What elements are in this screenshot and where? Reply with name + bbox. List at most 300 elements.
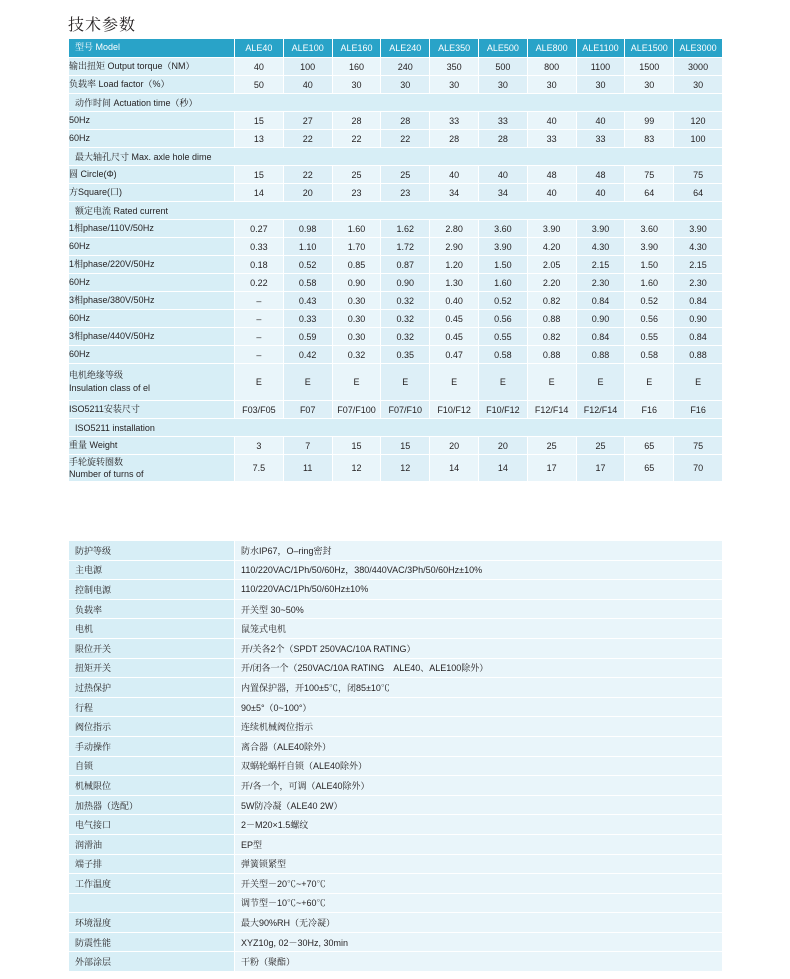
table-cell: 0.33 <box>283 310 332 328</box>
table-cell: 100 <box>283 58 332 76</box>
table-cell: 28 <box>478 130 527 148</box>
table-cell: 0.55 <box>478 328 527 346</box>
list-item <box>69 932 723 952</box>
table-section-row <box>69 94 723 112</box>
list-item-key: 扭矩开关 <box>69 658 235 678</box>
list-item <box>69 638 723 658</box>
table-cell: 0.32 <box>381 292 430 310</box>
table-cell: 0.32 <box>381 310 430 328</box>
table-cell: 0.30 <box>332 292 381 310</box>
table-cell: 0.43 <box>283 292 332 310</box>
table-cell: 3.90 <box>576 220 625 238</box>
table-cell: 3000 <box>674 58 723 76</box>
table-cell: 0.84 <box>674 328 723 346</box>
table-cell: 0.88 <box>674 346 723 364</box>
list-item-value: 防水IP67，O–ring密封 <box>235 541 723 561</box>
table-cell: 2.30 <box>576 274 625 292</box>
table-cell: 500 <box>478 58 527 76</box>
table-cell: 30 <box>674 76 723 94</box>
table-cell: 40 <box>576 112 625 130</box>
list-item-value: XYZ10g, 02－30Hz, 30min <box>235 932 723 952</box>
table-cell: 30 <box>381 76 430 94</box>
table-cell: E <box>283 364 332 401</box>
list-item-value: 连续机械阀位指示 <box>235 717 723 737</box>
table-section-row <box>69 148 723 166</box>
table-cell: 22 <box>283 166 332 184</box>
table-row <box>69 184 723 202</box>
table-cell: 48 <box>527 166 576 184</box>
row-label: 负载率 Load factor（%） <box>69 76 235 94</box>
table-row <box>69 455 723 482</box>
table-cell: 1.70 <box>332 238 381 256</box>
table-cell: 2.80 <box>430 220 479 238</box>
table-cell: 25 <box>576 437 625 455</box>
table-cell: 64 <box>625 184 674 202</box>
list-item <box>69 658 723 678</box>
table-cell: 25 <box>527 437 576 455</box>
table-cell: 0.58 <box>478 346 527 364</box>
column-header-model: ALE40 <box>235 39 284 58</box>
table-cell: 3.90 <box>527 220 576 238</box>
table-cell: 0.88 <box>527 346 576 364</box>
table-cell: 0.30 <box>332 328 381 346</box>
column-header-model: ALE1500 <box>625 39 674 58</box>
table-cell: 0.82 <box>527 328 576 346</box>
column-header-model: ALE3000 <box>674 39 723 58</box>
table-cell: 65 <box>625 455 674 482</box>
list-item <box>69 874 723 894</box>
table-cell: – <box>235 346 284 364</box>
list-item-value: 开/关各2个（SPDT 250VAC/10A RATING） <box>235 638 723 658</box>
table-row <box>69 256 723 274</box>
table-cell: 34 <box>478 184 527 202</box>
table-cell: 1100 <box>576 58 625 76</box>
list-item-key: 手动操作 <box>69 736 235 756</box>
list-item-key: 电机 <box>69 619 235 639</box>
table-row <box>69 292 723 310</box>
table-section-label: 额定电流 Rated current <box>69 202 723 220</box>
specification-table <box>68 38 723 482</box>
column-header-model: ALE800 <box>527 39 576 58</box>
table-cell: E <box>381 364 430 401</box>
row-label: 3相phase/440V/50Hz <box>69 328 235 346</box>
table-cell: 350 <box>430 58 479 76</box>
table-cell: 0.98 <box>283 220 332 238</box>
list-item-key: 行程 <box>69 697 235 717</box>
list-item-value: 开关型－20℃~+70℃ <box>235 874 723 894</box>
table-row <box>69 76 723 94</box>
table-cell: 34 <box>430 184 479 202</box>
table-cell: 3.90 <box>478 238 527 256</box>
list-item-key: 端子排 <box>69 854 235 874</box>
list-item-value: 2－M20×1.5螺纹 <box>235 815 723 835</box>
specification-list-table <box>68 540 723 972</box>
table-cell: F03/F05 <box>235 401 284 419</box>
table-cell: 0.88 <box>527 310 576 328</box>
table-cell: 240 <box>381 58 430 76</box>
table-cell: 48 <box>576 166 625 184</box>
table-cell: 33 <box>478 112 527 130</box>
table-row <box>69 58 723 76</box>
list-item-value: 90±5°（0~100°） <box>235 697 723 717</box>
row-label: 圆 Circle(Φ) <box>69 166 235 184</box>
table-cell: 100 <box>674 130 723 148</box>
table-cell: 25 <box>332 166 381 184</box>
table-cell: 1500 <box>625 58 674 76</box>
table-cell: 30 <box>332 76 381 94</box>
list-item <box>69 795 723 815</box>
table-cell: 14 <box>430 455 479 482</box>
table-cell: 0.40 <box>430 292 479 310</box>
table-cell: 12 <box>332 455 381 482</box>
list-item <box>69 854 723 874</box>
list-item <box>69 599 723 619</box>
list-item-key: 外部涂层 <box>69 952 235 972</box>
row-label: 1相phase/220V/50Hz <box>69 256 235 274</box>
list-item-key: 防护等级 <box>69 541 235 561</box>
table-cell: E <box>332 364 381 401</box>
table-cell: 30 <box>576 76 625 94</box>
table-cell: 2.20 <box>527 274 576 292</box>
list-item <box>69 580 723 600</box>
table-cell: 0.52 <box>625 292 674 310</box>
table-cell: 1.60 <box>625 274 674 292</box>
table-cell: 2.90 <box>430 238 479 256</box>
table-cell: 4.30 <box>576 238 625 256</box>
list-item-key: 电气接口 <box>69 815 235 835</box>
table-cell: 0.84 <box>674 292 723 310</box>
table-cell: 28 <box>381 112 430 130</box>
table-cell: 0.32 <box>381 328 430 346</box>
table-cell: E <box>430 364 479 401</box>
table-cell: 75 <box>674 166 723 184</box>
row-label: 手轮旋转圈数 Number of turns of <box>69 455 235 482</box>
column-header-model: ALE160 <box>332 39 381 58</box>
table-row <box>69 274 723 292</box>
list-item-value: 弹簧锁紧型 <box>235 854 723 874</box>
list-item-value: 开/各一个，可调（ALE40除外） <box>235 776 723 796</box>
list-item-value: 调节型－10℃~+60℃ <box>235 893 723 913</box>
table-cell: 3.60 <box>478 220 527 238</box>
list-item-value: 鼠笼式电机 <box>235 619 723 639</box>
table-row <box>69 166 723 184</box>
table-cell: 75 <box>674 437 723 455</box>
table-cell: 40 <box>527 112 576 130</box>
table-cell: 4.30 <box>674 238 723 256</box>
table-cell: – <box>235 310 284 328</box>
list-item <box>69 619 723 639</box>
table-cell: 30 <box>625 76 674 94</box>
column-header-model: ALE500 <box>478 39 527 58</box>
table-cell: 0.56 <box>478 310 527 328</box>
table-cell: 70 <box>674 455 723 482</box>
table-cell: 0.84 <box>576 292 625 310</box>
list-item-key: 限位开关 <box>69 638 235 658</box>
table-cell: E <box>625 364 674 401</box>
row-label: 输出扭矩 Output torque（NM） <box>69 58 235 76</box>
table-cell: E <box>478 364 527 401</box>
list-item <box>69 560 723 580</box>
table-cell: 15 <box>235 112 284 130</box>
table-cell: 40 <box>576 184 625 202</box>
specification-list-body <box>69 541 723 972</box>
table-cell: 0.90 <box>332 274 381 292</box>
table-cell: 3.60 <box>625 220 674 238</box>
table-cell: 27 <box>283 112 332 130</box>
table-cell: 65 <box>625 437 674 455</box>
table-cell: 0.58 <box>283 274 332 292</box>
table-cell: 28 <box>332 112 381 130</box>
row-label: 50Hz <box>69 112 235 130</box>
table-cell: 1.60 <box>332 220 381 238</box>
list-item-key: 过热保护 <box>69 678 235 698</box>
table-cell: 7.5 <box>235 455 284 482</box>
table-cell: 33 <box>576 130 625 148</box>
table-cell: 99 <box>625 112 674 130</box>
table-cell: 23 <box>381 184 430 202</box>
table-cell: 83 <box>625 130 674 148</box>
list-item <box>69 815 723 835</box>
table-cell: 75 <box>625 166 674 184</box>
table-section-row <box>69 419 723 437</box>
table-section-row <box>69 202 723 220</box>
table-row <box>69 364 723 401</box>
table-cell: 11 <box>283 455 332 482</box>
table-cell: 40 <box>478 166 527 184</box>
table-cell: 800 <box>527 58 576 76</box>
table-cell: 1.72 <box>381 238 430 256</box>
column-header-model-label: 型号 Model <box>69 39 235 58</box>
table-cell: 0.90 <box>674 310 723 328</box>
table-cell: 0.18 <box>235 256 284 274</box>
table-cell: 2.30 <box>674 274 723 292</box>
column-header-model: ALE350 <box>430 39 479 58</box>
row-label: 1相phase/110V/50Hz <box>69 220 235 238</box>
table-cell: 28 <box>430 130 479 148</box>
table-cell: 0.84 <box>576 328 625 346</box>
row-label: ISO5211安装尺寸 <box>69 401 235 419</box>
table-cell: 20 <box>478 437 527 455</box>
table-cell: 64 <box>674 184 723 202</box>
table-cell: F07/F100 <box>332 401 381 419</box>
table-cell: 30 <box>478 76 527 94</box>
table-cell: – <box>235 292 284 310</box>
list-item-value: 开关型 30~50% <box>235 599 723 619</box>
table-cell: 0.32 <box>332 346 381 364</box>
list-item <box>69 717 723 737</box>
row-label: 方Square(口) <box>69 184 235 202</box>
table-cell: 0.90 <box>576 310 625 328</box>
table-cell: 0.47 <box>430 346 479 364</box>
table-cell: 15 <box>235 166 284 184</box>
table-cell: F12/F14 <box>527 401 576 419</box>
column-header-model: ALE1100 <box>576 39 625 58</box>
table-cell: 0.42 <box>283 346 332 364</box>
table-cell: 0.56 <box>625 310 674 328</box>
table-cell: 1.50 <box>478 256 527 274</box>
table-cell: 30 <box>430 76 479 94</box>
table-cell: 0.52 <box>283 256 332 274</box>
table-cell: 160 <box>332 58 381 76</box>
table-cell: F16 <box>625 401 674 419</box>
table-cell: 3 <box>235 437 284 455</box>
table-cell: 1.20 <box>430 256 479 274</box>
list-item-value: 5W防冷凝（ALE40 2W） <box>235 795 723 815</box>
table-row <box>69 437 723 455</box>
table-cell: 0.52 <box>478 292 527 310</box>
row-label: 60Hz <box>69 310 235 328</box>
list-item-value: 离合器（ALE40除外） <box>235 736 723 756</box>
list-item <box>69 834 723 854</box>
list-item <box>69 697 723 717</box>
table-cell: 33 <box>527 130 576 148</box>
table-cell: 0.58 <box>625 346 674 364</box>
table-cell: 22 <box>283 130 332 148</box>
table-cell: 1.30 <box>430 274 479 292</box>
table-cell: 40 <box>430 166 479 184</box>
list-item-value: EP型 <box>235 834 723 854</box>
list-item <box>69 678 723 698</box>
table-cell: 23 <box>332 184 381 202</box>
row-label: 60Hz <box>69 130 235 148</box>
table-cell: E <box>235 364 284 401</box>
table-row <box>69 310 723 328</box>
list-item <box>69 893 723 913</box>
table-cell: 0.27 <box>235 220 284 238</box>
list-item-key: 环境湿度 <box>69 913 235 933</box>
list-item-key: 自锁 <box>69 756 235 776</box>
list-item-key: 控制电源 <box>69 580 235 600</box>
table-cell: 25 <box>381 166 430 184</box>
table-cell: E <box>576 364 625 401</box>
table-row <box>69 220 723 238</box>
table-cell: F16 <box>674 401 723 419</box>
list-item-key: 润滑油 <box>69 834 235 854</box>
table-cell: 40 <box>283 76 332 94</box>
row-label: 60Hz <box>69 346 235 364</box>
table-row <box>69 346 723 364</box>
row-label: 60Hz <box>69 238 235 256</box>
list-item-key: 防震性能 <box>69 932 235 952</box>
page-title: 技术参数 <box>68 17 137 34</box>
table-cell: F10/F12 <box>478 401 527 419</box>
list-item-value: 最大90%RH（无冷凝） <box>235 913 723 933</box>
table-cell: 30 <box>527 76 576 94</box>
list-item-key: 加热器（选配） <box>69 795 235 815</box>
table-cell: E <box>674 364 723 401</box>
table-cell: 2.05 <box>527 256 576 274</box>
table-cell: – <box>235 328 284 346</box>
table-cell: 17 <box>527 455 576 482</box>
list-item <box>69 541 723 561</box>
row-label: 60Hz <box>69 274 235 292</box>
table-cell: 20 <box>430 437 479 455</box>
table-section-label: 动作时间 Actuation time（秒） <box>69 94 723 112</box>
table-cell: 0.35 <box>381 346 430 364</box>
list-item <box>69 736 723 756</box>
table-cell: 0.85 <box>332 256 381 274</box>
list-item-key <box>69 893 235 913</box>
table-row <box>69 130 723 148</box>
specification-table-body <box>69 39 723 482</box>
row-label: 3相phase/380V/50Hz <box>69 292 235 310</box>
list-item-value: 开/闭各一个（250VAC/10A RATING ALE40、ALE100除外） <box>235 658 723 678</box>
table-cell: 0.88 <box>576 346 625 364</box>
table-cell: 0.59 <box>283 328 332 346</box>
table-cell: 22 <box>332 130 381 148</box>
table-cell: 14 <box>478 455 527 482</box>
table-cell: 3.90 <box>674 220 723 238</box>
list-item-value: 双蜗轮蜗杆自锁（ALE40除外） <box>235 756 723 776</box>
table-row <box>69 328 723 346</box>
table-cell: 120 <box>674 112 723 130</box>
table-cell: F07/F10 <box>381 401 430 419</box>
table-cell: 1.62 <box>381 220 430 238</box>
list-item-key: 负载率 <box>69 599 235 619</box>
table-cell: 40 <box>235 58 284 76</box>
table-cell: 1.60 <box>478 274 527 292</box>
list-item-value: 110/220VAC/1Ph/50/60Hz±10% <box>235 580 723 600</box>
table-cell: 0.45 <box>430 310 479 328</box>
table-cell: 0.22 <box>235 274 284 292</box>
row-label: 重量 Weight <box>69 437 235 455</box>
table-cell: F12/F14 <box>576 401 625 419</box>
list-item <box>69 776 723 796</box>
table-cell: 33 <box>430 112 479 130</box>
table-cell: 20 <box>283 184 332 202</box>
list-item <box>69 952 723 972</box>
table-cell: 1.10 <box>283 238 332 256</box>
table-cell: 12 <box>381 455 430 482</box>
table-row <box>69 401 723 419</box>
table-cell: 2.15 <box>674 256 723 274</box>
table-cell: 17 <box>576 455 625 482</box>
table-cell: 15 <box>332 437 381 455</box>
list-item-key: 机械限位 <box>69 776 235 796</box>
list-item-value: 干粉（聚酯） <box>235 952 723 972</box>
row-label: 电机绝缘等级 Insulation class of el <box>69 364 235 401</box>
table-cell: 0.90 <box>381 274 430 292</box>
table-cell: 13 <box>235 130 284 148</box>
table-cell: 0.45 <box>430 328 479 346</box>
table-cell: 3.90 <box>625 238 674 256</box>
table-cell: 0.30 <box>332 310 381 328</box>
list-item <box>69 913 723 933</box>
table-row <box>69 112 723 130</box>
column-header-model: ALE100 <box>283 39 332 58</box>
list-item-value: 内置保护器，开100±5℃，闭85±10℃ <box>235 678 723 698</box>
table-cell: F10/F12 <box>430 401 479 419</box>
list-item-value: 110/220VAC/1Ph/50/60Hz，380/440VAC/3Ph/50/60Hz±10% <box>235 560 723 580</box>
table-header-row <box>69 39 723 58</box>
table-cell: 4.20 <box>527 238 576 256</box>
table-cell: 40 <box>527 184 576 202</box>
table-cell: 2.15 <box>576 256 625 274</box>
table-section-label: ISO5211 installation <box>69 419 723 437</box>
table-row <box>69 238 723 256</box>
list-item-key: 主电源 <box>69 560 235 580</box>
list-item-key: 工作温度 <box>69 874 235 894</box>
table-cell: 0.87 <box>381 256 430 274</box>
table-cell: 7 <box>283 437 332 455</box>
table-cell: 14 <box>235 184 284 202</box>
list-item <box>69 756 723 776</box>
table-cell: 0.33 <box>235 238 284 256</box>
table-cell: F07 <box>283 401 332 419</box>
table-cell: E <box>527 364 576 401</box>
table-section-label: 最大轴孔尺寸 Max. axle hole dime <box>69 148 723 166</box>
table-cell: 50 <box>235 76 284 94</box>
